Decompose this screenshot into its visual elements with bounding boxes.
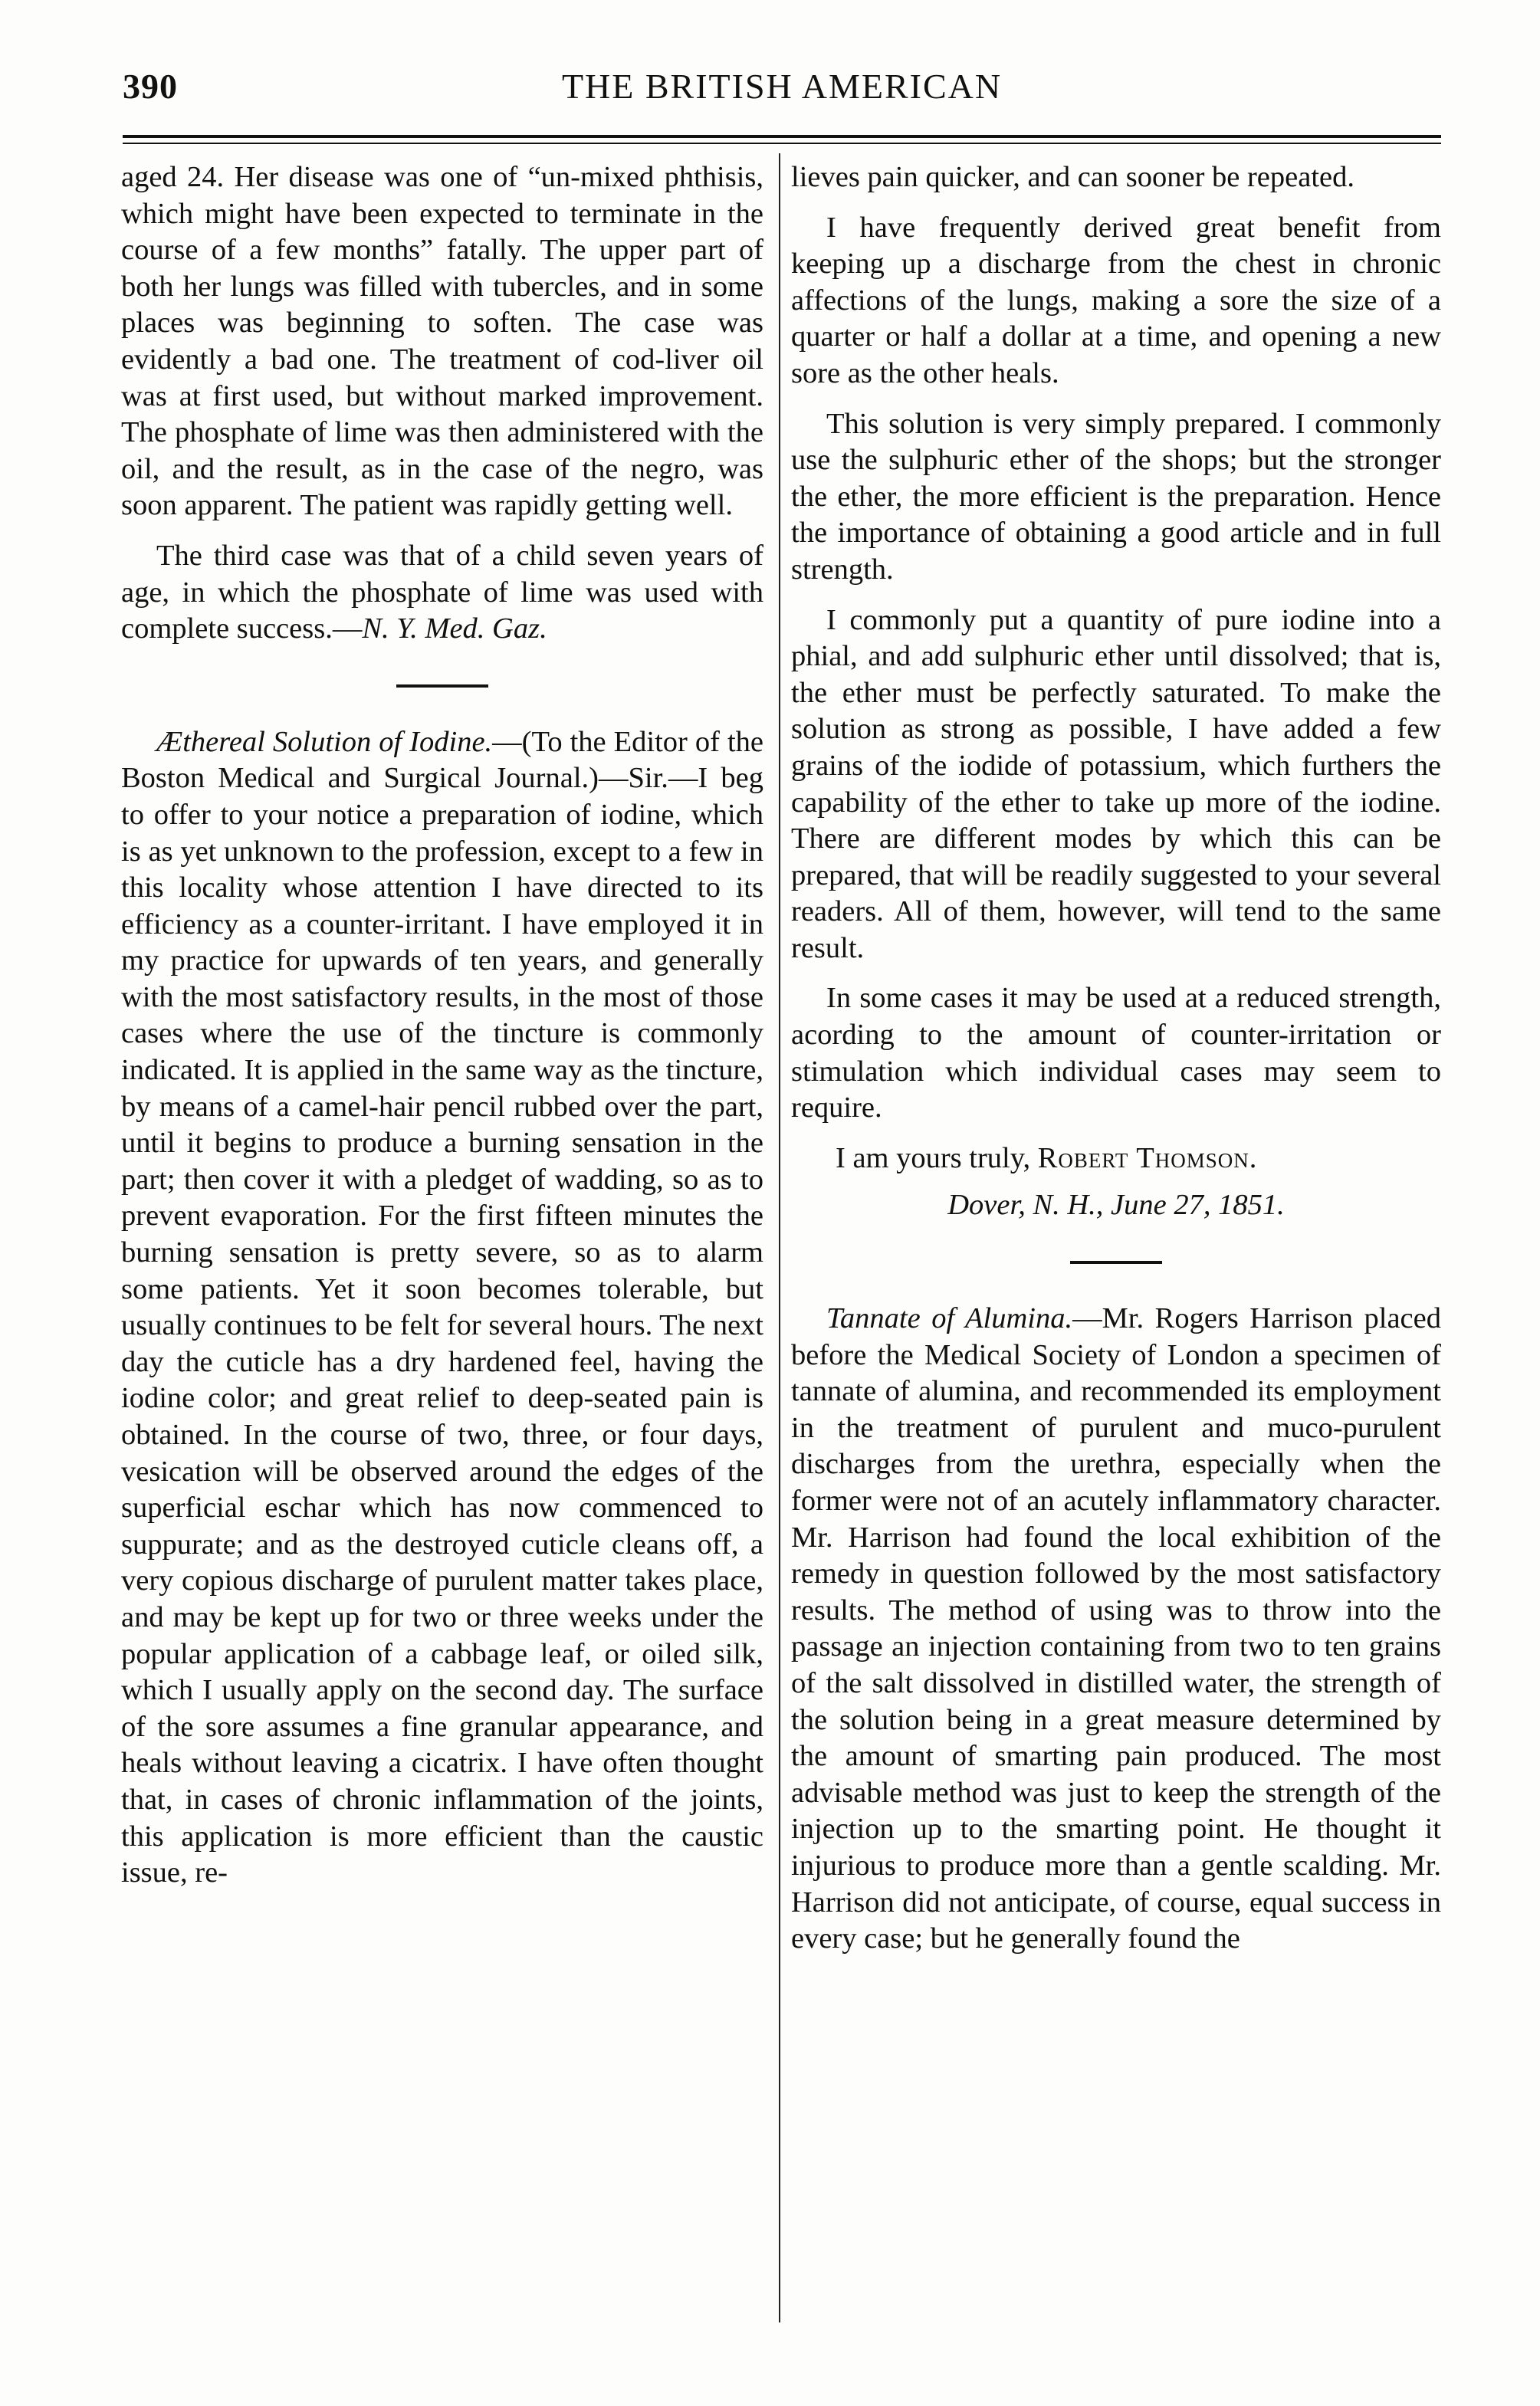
paragraph: I have frequently derived great benefit from keeping up a discharge from the chest in chronic affections of the lungs, making a sore the size of a quarter or half a dollar at a time, and opening a new sore as the other heals. bbox=[791, 211, 1441, 389]
signature-lead: I am yours truly, bbox=[836, 1141, 1031, 1174]
right-column bbox=[791, 159, 1441, 1958]
section-separator bbox=[396, 684, 488, 688]
paragraph: lieves pain quicker, and can sooner be repeated. bbox=[791, 161, 1354, 193]
header-rule-thin bbox=[123, 143, 1441, 144]
paragraph-text: —Mr. Rogers Harrison placed before the Medical Society of London a specimen of tannate of alumina, and recommended its employment in the treatment of purulent and muco-purulent discharges from the urethra, especially when the former were not of an acutely inflammatory character. Mr. Harrison had found the local exhibition of the remedy in question followed by the most satisfactory results. The method of using was to throw into the passage an injection containing from two to ten grains of the salt dissolved in distilled water, the strength of the solution being in a great measure determined by the amount of smarting pain produced. The most advisable method was just to keep the strength of the injection up to the smarting point. He thought it injurious to produce more than a gentle scalding. Mr. Harrison did not anticipate, of course, equal success in every case; but he generally found the bbox=[791, 1302, 1441, 1955]
article-paragraph bbox=[121, 724, 763, 1892]
paragraph-text: —(To the Editor of the Boston Medical and Surgical Journal.)—Sir.—I beg to offer to your notice a preparation of iodine, which is as yet unknown to the profession, except to a few in this locality whose attention I have directed to its efficiency as a counter-irritant. I have employed it in my practice for upwards of ten years, and generally with the most satisfactory results, in the most of those cases where the use of the tincture is commonly indicated. It is applied in the same way as the tincture, by means of a camel-hair pencil rubbed over the part, until it begins to produce a burning sensation in the part; then cover it with a pledget of wadding, so as to prevent evaporation. For the first fifteen minutes the burning sensation is pretty severe, so as to alarm some patients. Yet it soon becomes tolerable, but usually continues to be felt for several hours. The next day the cuticle has a dry hardened feel, having the iodine color; and great relief to deep-seated pain is obtained. In the course of two, three, or four days, vesication will be observed around the edges of the superficial eschar which has now commenced to suppurate; and as the destroyed cuticle cleans off, a very copious discharge of purulent matter takes place, and may be kept up for two or three weeks under the popular application of a cabbage leaf, or oiled silk, which I usually apply on the second day. The surface of the sore assumes a fine granular appearance, and heals without leaving a cicatrix. I have often thought that, in cases of chronic inflammation of the joints, this application is more efficient than the caustic issue, re- bbox=[121, 725, 763, 1889]
signature-line bbox=[791, 1141, 1441, 1177]
dateline: Dover, N. H., June 27, 1851. bbox=[947, 1189, 1285, 1222]
paragraph bbox=[121, 538, 763, 648]
header-rule-thick bbox=[123, 135, 1441, 138]
page-header bbox=[123, 66, 1441, 120]
column-divider bbox=[779, 153, 780, 2322]
citation: N. Y. Med. Gaz. bbox=[362, 612, 547, 645]
article-title: Æthereal Solution of Iodine. bbox=[156, 725, 493, 758]
article-paragraph bbox=[791, 1301, 1441, 1958]
article-title: Tannate of Alumina. bbox=[826, 1302, 1073, 1335]
paragraph: This solution is very simply prepared. I commonly use the sulphuric ether of the shops; but the stronger the ether, the more efficient is the preparation. Hence the importance of obtaining a good article and in full strength. bbox=[791, 407, 1441, 586]
section-separator bbox=[1070, 1261, 1162, 1264]
paragraph-text: The third case was that of a child seven years of age, in which the phosphate of lime was used with complete success.— bbox=[121, 539, 763, 645]
paragraph: In some cases it may be used at a reduced strength, acording to the amount of counter-irritation or stimulation which individual cases may seem to require. bbox=[791, 982, 1441, 1124]
paragraph: aged 24. Her disease was one of “un-mixed phthisis, which might have been expected to terminate in the course of a few months” fatally. The upper part of both her lungs was filled with tubercles, and in some places was beginning to soften. The case was evidently a bad one. The treatment of cod-liver oil was at first used, but without marked improvement. The phosphate of lime was then administered with the oil, and the result, as in the case of the negro, was soon apparent. The patient was rapidly getting well. bbox=[121, 161, 763, 522]
left-column bbox=[121, 159, 763, 1892]
signature-name: Robert Thomson. bbox=[1037, 1141, 1258, 1174]
paragraph: I commonly put a quantity of pure iodine into a phial, and add sulphuric ether until dissolved; that is, the ether must be perfectly saturated. To make the solution as strong as possible, I have added a few grains of the iodide of potassium, which furthers the capability of the ether to take up more of the iodine. There are different modes by which this can be prepared, that will be readily suggested to your several readers. All of them, however, will tend to the same result. bbox=[791, 603, 1441, 964]
page-number: 390 bbox=[123, 67, 178, 106]
running-title: THE BRITISH AMERICAN bbox=[561, 67, 1003, 106]
